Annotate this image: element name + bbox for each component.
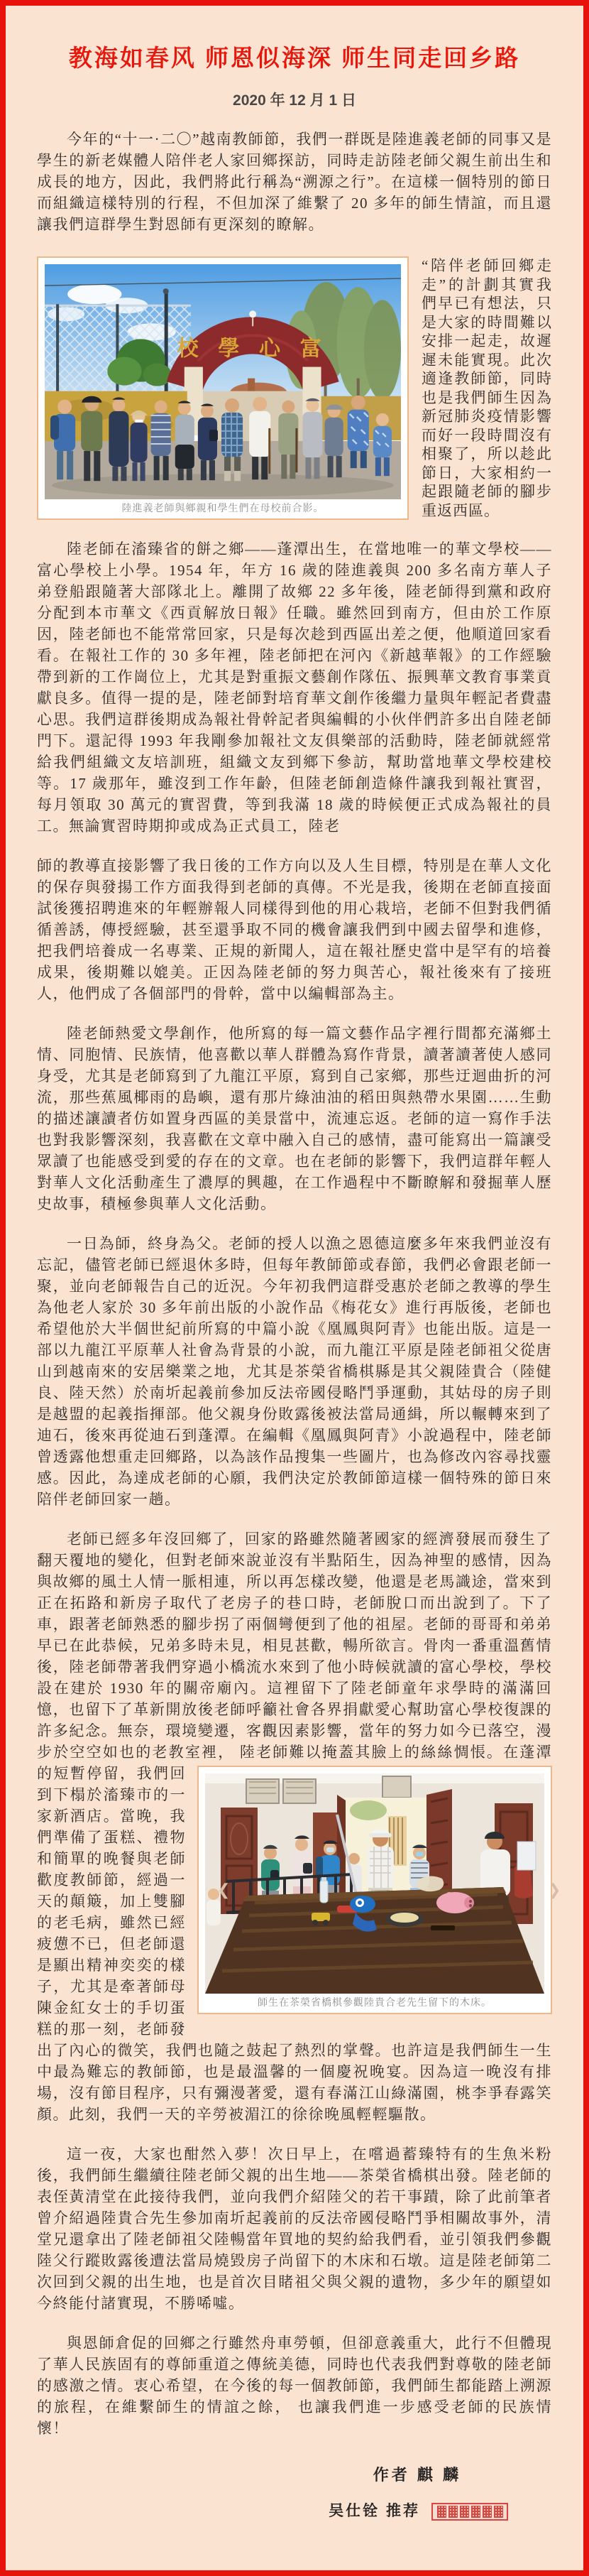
paragraph-5-part-b: 陸老師難以掩蓋其臉上的絲絲惆悵。在蓬潭的短暫停留，我們回到下榻於滀臻市的一家新酒店。當晚，我們準備了蛋糕、禮物和簡單的晚餐與老師歡度教師節，經過一天的顛簸，加上雙腳的老毛病，雖然已經疲憊不已，但老師還是顯出精神奕奕的樣子，尤其是牽著師母陳金紅女士的手切蛋糕的那一刻，老師發出了內心的微笑，我們也隨之鼓起了熱烈的掌聲。也許這是我們師生一生中最為難忘的教師節，也是最溫馨的一個慶祝晚宴。因為這一晚沒有排場，沒有節目程序，只有彌漫著愛，還有春滿江山綠滿園，桃李爭春露笑顏。此刻，我們一天的辛勞被湄江的徐徐晚風輕輕驅散。 — [37, 1744, 553, 2123]
photo-nav-left-icon: ❮ — [217, 1881, 231, 1900]
photo-school-gate[interactable] — [37, 256, 409, 520]
paragraph-5 — [37, 1528, 562, 2125]
recommender-name: 吴仕铨 推荐 — [329, 2503, 420, 2519]
article-title: 教海如春风 师恩似海深 师生同走回乡路 — [68, 45, 521, 71]
paragraph-6: 這一夜，大家也酣然入夢！次日早上，在嚐過蓄臻特有的生魚米粉後，我們師生繼續往陸老師父親的出生地——茶榮省橋棋出發。陸老師的表侄黃清堂在此接待我們，並向我們介紹陸父的若干事蹟，除了此前筆者曾介紹過陸貴合先生參加南圻起義前的反法帝國侵略鬥爭相關故事外，清堂兄還拿出了陸老師祖父陸暢當年買地的契約給我們看，並引領我們參觀陸父行蹤敗露後遭法當局燒毀房子尚留下的木床和石墩。這是陸老師第二次回到父親的出生地，也是首次目睹祖父與父親的遺物，多少年的願望如今終能付諸實現，不勝唏噓。 — [37, 2146, 552, 2312]
gate-arch-text: 校 學 心 富 — [177, 336, 329, 361]
wooden-bed-photo-illustration — [205, 1773, 544, 1994]
photo-wooden-bed-visit[interactable] — [197, 1766, 562, 2014]
red-seal-stamp — [431, 2503, 508, 2521]
photo2-caption: 師生在茶榮省橋棋參觀陸貴合老先生留下的木床。 — [258, 1996, 492, 2008]
paragraph-2b: 師的教導直接影響了我日後的工作方向以及人生目標，特別是在華人文化的保存與發揚工作方面我得到老師的真傳。不光是我，後期在老師直接面試後獲招聘進來的年輕辦報人同樣得到他的用心栽培，老師不但對我們循循善誘，傳授經驗，甚至還爭取不同的機會讓我們到中國去留學和進修，把我們培養成一名專業、正規的新聞人，這在報社歷史當中是罕有的培養成果，後期難以媲美。正因為陸老師的努力與苦心，報社後來有了接班人，他們成了各個部門的骨幹，當中以編輯部為主。 — [37, 857, 552, 1002]
school-gate-photo-illustration — [45, 264, 401, 499]
footer-credits — [37, 2463, 552, 2521]
paragraph-4: 一日為師，終身為父。老師的授人以漁之恩德這麼多年來我們並沒有忘記，儘管老師已經退休多時，但每年教師節或春節，我們必會跟老師一聚，並向老師報告自己的近況。今年初我們這群受惠於老師之教導的學生為他老人家於 30 多年前出版的小說作品《梅花女》進行再版後，老師也希望他於大半個世紀前所寫的中篇小說《凰鳳與阿青》也能出版。這是一部以九龍江平原華人社會為背景的小說，而九龍江平原是陸老師祖父從唐山到越南來的安居樂業之地，尤其是茶榮省橋棋縣是其父親陸貴合（陸健良、陸天然）於南圻起義前參加反法帝國侵略鬥爭運動，其姑母的房子則是越盟的起義指揮部。他父親身份敗露後被法當局通緝，所以輾轉來到了迪石，後來再從迪石到蓬潭。在編輯《凰鳳與阿青》小說過程中，陸老師曾透露他想重走回鄉路，以為該作品搜集一些圖片，也為修改內容尋找靈感。因此，為達成老師的心願，我們決定於教師節這樣一個特殊的節日來陪伴老師回家一趟。 — [37, 1235, 552, 1508]
author-credit: 作者 麒 麟 — [373, 2466, 461, 2484]
photo1-section — [37, 256, 552, 520]
paragraph-3: 陸老師熱愛文學創作，他所寫的每一篇文藝作品字裡行間都充滿鄉土情、同胞情、民族情，他喜歡以華人群體為寫作背景，讀著讀著使人感同身受，尤其是老師寫到了九龍江平原，寫到自己家鄉，那些迂迴曲折的河流，那些蕉風椰雨的島嶼，還有那片綠油油的稻田與熱帶水果園……生動的描述讓讀者仿如置身西區的美景當中，流連忘返。老師的這一寫作手法也對我影響深刻，我喜歡在文章中融入自己的感情，盡可能寫出一篇讓受眾讀了也能感受到愛的存在的文章。也在老師的影響下，我們這群年輕人對華人文化活動產生了濃厚的興趣，在工作過程中不斷瞭解和發掘華人歷史故事，積極參與華人文化活動。 — [37, 1025, 552, 1212]
photo-nav-right-icon: ❯ — [548, 1881, 562, 1900]
photo1-caption: 陸進義老師與鄉親和學生們在母校前合影。 — [121, 502, 324, 514]
recommender-credit — [37, 2499, 552, 2521]
paragraph-intro: 今年的“十一·二〇”越南教師節，我們一群既是陸進義老師的同事又是學生的新老媒體人陪伴老人家回鄉探訪，同時走訪陸老師父親生前出生和成長的地方，因此，我們將此行稱為“溯源之行”。在這樣一個特別的節日而組織這樣特別的行程，不但加深了維繫了 20 多年的師生情誼，而且還讓我們這群學生對恩師有更深刻的瞭解。 — [37, 131, 552, 233]
paragraph-quote: “陪伴老師回鄉走走”的計劃其實我們早已有想法，只是大家的時間難以安排一起走，故遲遲未能實現。此次適逢教師節，同時也是我們師生因為新冠肺炎疫情影響而好一段時間沒有相聚了，所以趁此節日，大家相約一起跟隨老師的腳步重返西區。 — [422, 257, 552, 519]
paragraph-5-part-a: 老師已經多年沒回鄉了，回家的路雖然隨著國家的經濟發展而發生了翻天覆地的變化，但對老師來說並沒有半點陌生，因為神聖的感情，因為與故鄉的風土人情一脈相連，所以再怎樣改變，他還是老馬識途，當來到正在拓路和新房子取代了老房子的巷口時，老師脫口而出說到了。下了車，跟著老師熟悉的腳步拐了兩個彎便到了他的祖屋。老師的哥哥和弟弟早已在此恭候，兄弟多時未見，相見甚歡，暢所欲言。骨肉一番重溫舊情後，陸老師帶著我們穿過小橋流水來到了他小時候就讀的富心學校，學校設在建於 1930 年的關帝廟內。這裡留下了陸老師童年求學時的滿滿回憶，也留下了革新開放後老師呼籲社會各界捐獻愛心幫助富心學校復課的許多紀念。無奈，環境變遷，客觀因素影響，當年的努力如今已落空，漫步於空空如也的老教室裡， — [37, 1531, 552, 1761]
paragraph-2a: 陸老師在滀臻省的餅之鄉——蓬潭出生，在當地唯一的華文學校——富心學校上小學。1954 年，年方 16 歲的陸進義與 200 多名南方華人子弟登船跟隨著大部隊北上。離開了故鄉 22 多年後，陸老師得到黨和政府分配到本市華文《西貢解放日報》任職。雖然回到南方，但由於工作原因，陸老師也不能常常回家，只是每次趁到西區出差之便，他順道回家看看。在報社工作的 30 多年裡，陸老師把在河內《新越華報》的工作經驗帶到新的工作崗位上，尤其是對重振文藝創作隊伍、振興華文教育事業貢獻良多。值得一提的是，陸老師對培育華文創作後繼力量與年輕記者費盡心思。我們這群後期成為報社骨幹記者與編輯的小伙伴們許多出自陸老師門下。還記得 1993 年我剛參加報社文友俱樂部的活動時，陸老師就經常給我們組織文友培訓班，組織文友到鄉下參訪，幫助當地華文學校建校等。17 歲那年，雖沒到工作年齡，但陸老師創造條件讓我到報社實習，每月領取 30 萬元的實習費，等到我滿 18 歲的時候便正式成為報社的員工。無論實習時期抑或成為正式員工，陸老 — [37, 540, 552, 835]
publish-date: 2020 年 12 月 1 日 — [233, 92, 356, 109]
paragraph-7: 與恩師倉促的回鄉之行雖然舟車勞頓，但卻意義重大，此行不但體現了華人民族固有的尊師重道之傳統美德，同時也代表我們對尊敬的陸老師的感激之情。衷心希望，在今後的每一個教師節，我們師生都能踏上溯源的旅程，在維繫師生的情誼之餘， 也讓我們進一步感受老師的民族情懷！ — [37, 2335, 552, 2437]
